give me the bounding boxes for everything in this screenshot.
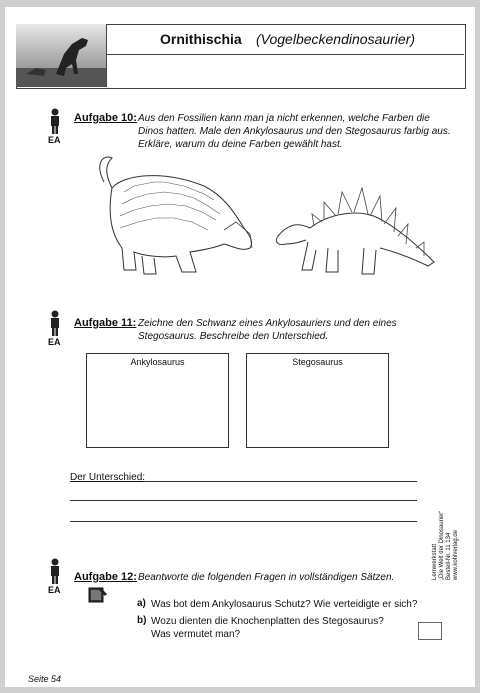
task-11-text-line: Stegosaurus. Beschreibe den Unterschied. — [138, 331, 329, 342]
stegosaurus-drawing-box[interactable] — [246, 353, 389, 448]
page-subtitle: (Vogelbeckendinosaurier) — [256, 31, 416, 47]
task-11-text-line: Zeichne den Schwanz eines Ankylosauriers und den eines — [138, 318, 397, 329]
page-number: Seite 54 — [28, 674, 62, 684]
sidebar-order-number: Bestell-Nr. 11 134 — [446, 532, 452, 580]
stegosaurus-drawing — [268, 184, 438, 284]
answer-line[interactable] — [70, 500, 417, 501]
answer-line[interactable] — [70, 521, 417, 522]
task-10-text-line: Aus den Fossilien kann man ja nicht erkennen, welche Farben die — [138, 113, 430, 124]
task-11-text — [138, 317, 397, 343]
page-title: Ornithischia — [160, 31, 242, 47]
publisher-logo — [418, 622, 442, 640]
question-b-line: Was vermutet man? — [151, 629, 241, 640]
question-a-letter: a) — [137, 598, 146, 609]
difference-label: Der Unterschied: — [70, 472, 146, 483]
writing-notebook-icon — [88, 586, 108, 604]
task-10-label: Aufgabe 10: — [74, 112, 137, 124]
ankylosaurus-box-label: Ankylosaurus — [130, 357, 185, 367]
answer-line[interactable] — [143, 481, 417, 482]
question-b-text — [151, 615, 384, 641]
ea-label: EA — [48, 337, 61, 347]
header-dinosaur-image — [16, 24, 107, 87]
stegosaurus-box-label: Stegosaurus — [292, 357, 343, 367]
question-b-letter: b) — [137, 615, 147, 626]
ea-label: EA — [48, 585, 61, 595]
student-icon — [48, 108, 62, 134]
sidebar-series: Lernwerkstatt — [432, 543, 438, 580]
worksheet-page — [5, 7, 475, 687]
question-a-line: Was bot dem Ankylosaurus Schutz? Wie verteidigte er sich? — [151, 599, 418, 610]
task-12-text: Beantworte die folgenden Fragen in vollständigen Sätzen. — [138, 572, 395, 583]
task-10-text-line: Dinos hatten. Male den Ankylosaurus und den Stegosaurus farbig aus. — [138, 126, 451, 137]
student-icon — [48, 558, 62, 584]
question-b-line: Wozu dienten die Knochenplatten des Stegosaurus? — [151, 616, 384, 627]
ea-label: EA — [48, 135, 61, 145]
sidebar-publisher-url: www.kohlverlag.de — [453, 529, 459, 580]
sidebar-title: „Die Welt der Dinosaurier“ — [439, 510, 445, 580]
student-icon — [48, 310, 62, 336]
ankylosaurus-drawing — [64, 152, 260, 278]
ankylosaurus-drawing-box[interactable] — [86, 353, 229, 448]
task-10-text — [138, 112, 451, 151]
question-a-text — [151, 598, 417, 611]
task-12-label: Aufgabe 12: — [74, 571, 137, 583]
task-10-text-line: Erkläre, warum du deine Farben gewählt hast. — [138, 139, 343, 150]
publisher-sidebar — [432, 511, 460, 580]
task-11-label: Aufgabe 11: — [74, 317, 137, 329]
